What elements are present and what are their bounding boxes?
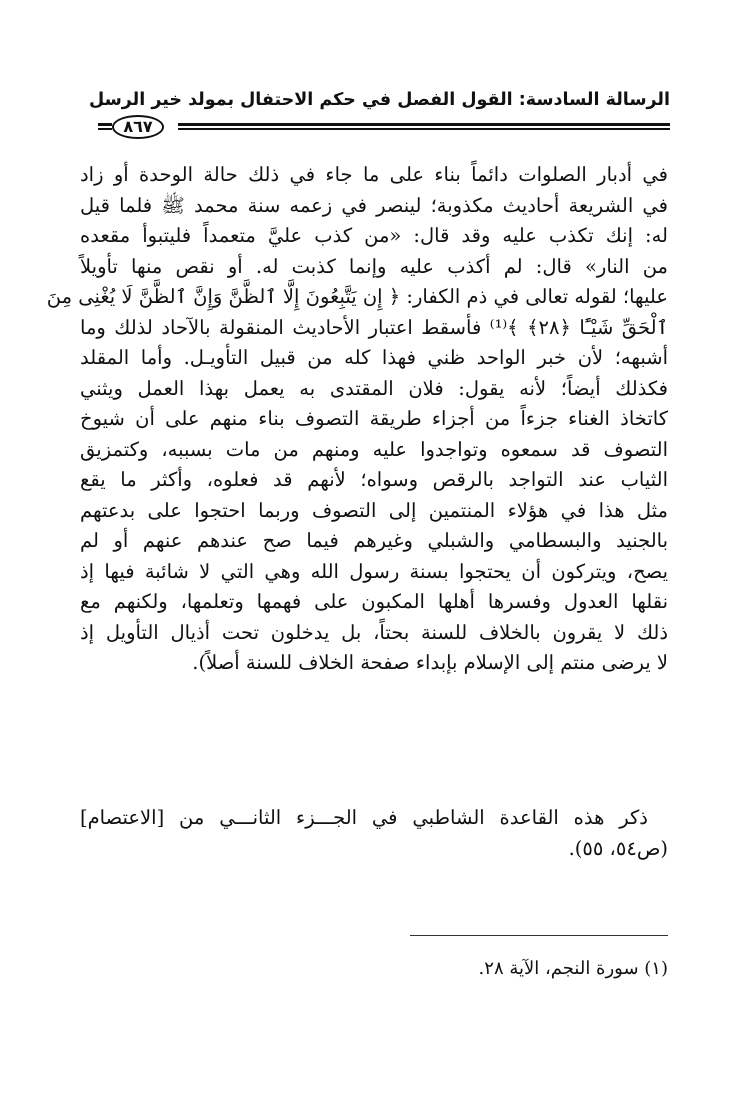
body-line: يصح، ويتركون أن يحتجوا بسنة رسول الله وهي التي لا شائبة فيها إذ: [80, 559, 668, 583]
body-line: الثياب عند التواجد بالرقص وسواه؛ لأنهم قد فعلوه، وأكثر ما يقع: [80, 468, 668, 491]
body-line: لا يرضى منتم إلى الإسلام بإبداء صفحة الخلاف للسنة أصلاً).: [192, 651, 668, 674]
source-note-paragraph: [80, 803, 668, 864]
body-line: بالجنيد والبسطامي والشبلي وغيرهم فيما صح عندهم عنهم أو لم: [80, 529, 668, 552]
footnote: (١) سورة النجم، الآية ٢٨.: [478, 958, 668, 979]
body-line: في الشريعة أحاديث مكذوبة؛ لينصر في زعمه سنة محمد ﷺ فلما قيل: [80, 193, 668, 217]
running-header: الرسالة السادسة: القول الفصل في حكم الاحتفال بمولد خير الرسل: [88, 90, 670, 110]
header-rule-right-2: [178, 128, 670, 130]
body-line: نقلها العدول وفسرها أهلها المكبون على فهمها وتعلمها، ولكنهم مع: [80, 590, 668, 613]
page-number-badge: [108, 115, 168, 141]
body-line: ذلك لا يقرون بالخلاف للسنة بحتاً، بل يدخلون تحت أذيال التأويل إذ: [80, 620, 668, 644]
body-line: أشبهه؛ لأن خبر الواحد ظني فهذا كله من قبيل التأويـل. وأما المقلد: [80, 346, 668, 369]
body-line: في أدبار الصلوات دائماً بناء على ما جاء في ذلك حالة الوحدة أو زاد: [80, 163, 668, 186]
source-note-line: (ص٥٤، ٥٥).: [568, 836, 668, 860]
body-paragraph: [46, 160, 669, 679]
source-note-line: ذكر هذه القاعدة الشاطبي في الجـــزء الثانـــي من [الاعتصام]: [80, 806, 648, 829]
body-line: من النار» قال: لم أكذب عليه وإنما كذبت له. أو نقص منها تأويلاً: [80, 254, 668, 278]
body-line: فكذلك أيضاً؛ لأنه يقول: فلان المقتدى به يعمل بهذا العمل ويثني: [80, 376, 669, 400]
body-line: التصوف قد سمعوه وتواجدوا عليه ومنهم من مات بسببه، وكتمزيق: [80, 437, 668, 461]
body-line: مثل هذا في هؤلاء المنتمين إلى التصوف وربما احتجوا على بدعتهم: [80, 498, 668, 522]
body-line: ٱلْحَقِّ شَيْـًٔا ﴿٢٨﴾ ﴾⁽¹⁾ فأسقط اعتبار الأحاديث المنقولة بالآحاد لذلك وما: [80, 315, 668, 339]
body-line: كاتخاذ الغناء جزءاً من أجزاء طريقة التصوف بناء منهم على أن شيوخ: [80, 407, 668, 430]
footnote-separator: [410, 935, 668, 936]
header-rule-right: [178, 123, 670, 126]
page-number: ٨٦٧: [112, 115, 164, 139]
body-line: له: إنك تكذب عليه وقد قال: «من كذب عليَّ متعمداً فليتبوأ مقعده: [80, 224, 668, 247]
body-line: عليها؛ لقوله تعالى في ذم الكفار: ﴿ إِن يَتَّبِعُونَ إِلَّا ٱلظَّنَّ وَإِنَّ ٱلظَّنَّ لَا يُغْنِى مِنَ: [46, 285, 668, 308]
